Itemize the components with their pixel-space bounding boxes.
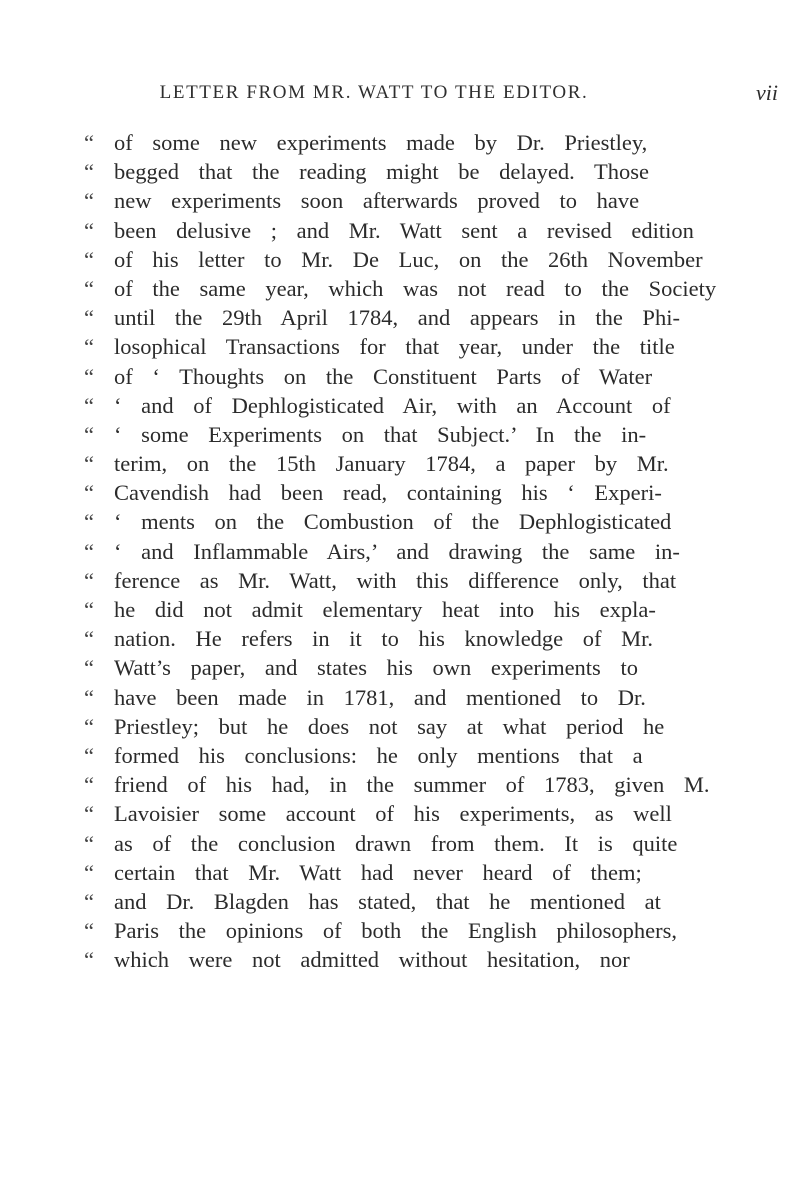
line-text: Priestley; but he does not say at what period he bbox=[114, 713, 665, 739]
quote-mark: “ bbox=[84, 655, 94, 681]
line-text: have been made in 1781, and mentioned to Dr. bbox=[114, 684, 646, 710]
quote-mark: “ bbox=[84, 509, 94, 535]
line-text: new experiments soon afterwards proved to have bbox=[114, 188, 640, 214]
quote-mark: “ bbox=[84, 567, 94, 593]
line-text: ‘ some Experiments on that Subject.’ In the in- bbox=[114, 421, 647, 447]
line-text: losophical Transactions for that year, under the title bbox=[114, 334, 675, 360]
line-text: he did not admit elementary heat into his expla- bbox=[114, 597, 656, 622]
quote-mark: “ bbox=[84, 742, 94, 768]
line-text: until the 29th April 1784, and appears in the Phi- bbox=[114, 305, 680, 331]
text-line bbox=[84, 858, 794, 887]
body-text bbox=[84, 128, 794, 974]
quote-mark: “ bbox=[84, 159, 94, 185]
quote-mark: “ bbox=[84, 801, 94, 827]
quote-mark: “ bbox=[84, 918, 94, 944]
quote-mark: “ bbox=[84, 626, 94, 652]
text-line bbox=[84, 245, 794, 274]
quote-mark: “ bbox=[84, 392, 94, 418]
text-line bbox=[84, 274, 794, 303]
line-text: been delusive ; and Mr. Watt sent a revised edition bbox=[114, 217, 694, 243]
quote-mark: “ bbox=[84, 480, 94, 506]
line-text: friend of his had, in the summer of 1783, given M. bbox=[114, 772, 710, 798]
quote-mark: “ bbox=[84, 597, 94, 622]
line-text: formed his conclusions: he only mentions that a bbox=[114, 742, 643, 768]
quote-mark: “ bbox=[84, 772, 94, 798]
text-line bbox=[84, 712, 794, 741]
line-text: of some new experiments made by Dr. Priestley, bbox=[114, 130, 648, 155]
line-text: which were not admitted without hesitation, nor bbox=[114, 947, 630, 973]
line-text: Paris the opinions of both the English philosophers, bbox=[114, 918, 677, 944]
text-line bbox=[84, 332, 794, 361]
text-line bbox=[84, 478, 794, 507]
line-text: of ‘ Thoughts on the Constituent Parts of Water bbox=[114, 363, 653, 389]
text-line bbox=[84, 449, 794, 478]
line-text: of his letter to Mr. De Luc, on the 26th November bbox=[114, 246, 703, 272]
line-text: and Dr. Blagden has stated, that he mentioned at bbox=[114, 888, 661, 914]
line-text: ‘ and of Dephlogisticated Air, with an Account of bbox=[114, 392, 671, 418]
quote-mark: “ bbox=[84, 217, 94, 243]
line-text: Lavoisier some account of his experiments, as well bbox=[114, 801, 672, 827]
text-line bbox=[84, 887, 794, 916]
quote-mark: “ bbox=[84, 888, 94, 914]
line-text: ‘ ments on the Combustion of the Dephlogisticated bbox=[114, 509, 672, 535]
quote-mark: “ bbox=[84, 334, 94, 360]
quote-mark: “ bbox=[84, 713, 94, 739]
text-line bbox=[84, 595, 794, 624]
quote-mark: “ bbox=[84, 451, 94, 477]
text-line bbox=[84, 391, 794, 420]
text-line bbox=[84, 916, 794, 945]
text-line bbox=[84, 566, 794, 595]
text-line bbox=[84, 799, 794, 828]
quote-mark: “ bbox=[84, 305, 94, 331]
text-line bbox=[84, 507, 794, 536]
line-text: terim, on the 15th January 1784, a paper by Mr. bbox=[114, 451, 669, 477]
text-line bbox=[84, 362, 794, 391]
text-line bbox=[84, 186, 794, 215]
line-text: Watt’s paper, and states his own experiments to bbox=[114, 655, 638, 681]
text-line bbox=[84, 216, 794, 245]
text-line bbox=[84, 945, 794, 974]
text-line bbox=[84, 829, 794, 858]
quote-mark: “ bbox=[84, 363, 94, 389]
quote-mark: “ bbox=[84, 421, 94, 447]
line-text: as of the conclusion drawn from them. It is quite bbox=[114, 830, 678, 856]
text-line bbox=[84, 303, 794, 332]
text-line bbox=[84, 157, 794, 186]
quote-mark: “ bbox=[84, 188, 94, 214]
text-line bbox=[84, 653, 794, 682]
line-text: ‘ and Inflammable Airs,’ and drawing the same in- bbox=[114, 538, 680, 564]
quote-mark: “ bbox=[84, 246, 94, 272]
text-line bbox=[84, 683, 794, 712]
quote-mark: “ bbox=[84, 859, 94, 885]
line-text: nation. He refers in it to his knowledge of Mr. bbox=[114, 626, 654, 652]
running-head-title: LETTER FROM MR. WATT TO THE EDITOR. bbox=[159, 82, 589, 103]
line-text: certain that Mr. Watt had never heard of them; bbox=[114, 859, 642, 885]
page-number: vii bbox=[756, 80, 778, 105]
running-head bbox=[84, 82, 778, 112]
quote-mark: “ bbox=[84, 947, 94, 973]
text-line bbox=[84, 741, 794, 770]
quote-mark: “ bbox=[84, 684, 94, 710]
text-line bbox=[84, 770, 794, 799]
quote-mark: “ bbox=[84, 130, 94, 155]
line-text: of the same year, which was not read to the Society bbox=[114, 275, 717, 301]
quote-mark: “ bbox=[84, 275, 94, 301]
quote-mark: “ bbox=[84, 830, 94, 856]
quote-mark: “ bbox=[84, 538, 94, 564]
text-line bbox=[84, 128, 794, 157]
line-text: begged that the reading might be delayed. Those bbox=[114, 159, 649, 185]
text-line bbox=[84, 624, 794, 653]
line-text: ference as Mr. Watt, with this difference only, that bbox=[114, 567, 677, 593]
text-line bbox=[84, 537, 794, 566]
line-text: Cavendish had been read, containing his ‘ Experi- bbox=[114, 480, 662, 506]
text-line bbox=[84, 420, 794, 449]
